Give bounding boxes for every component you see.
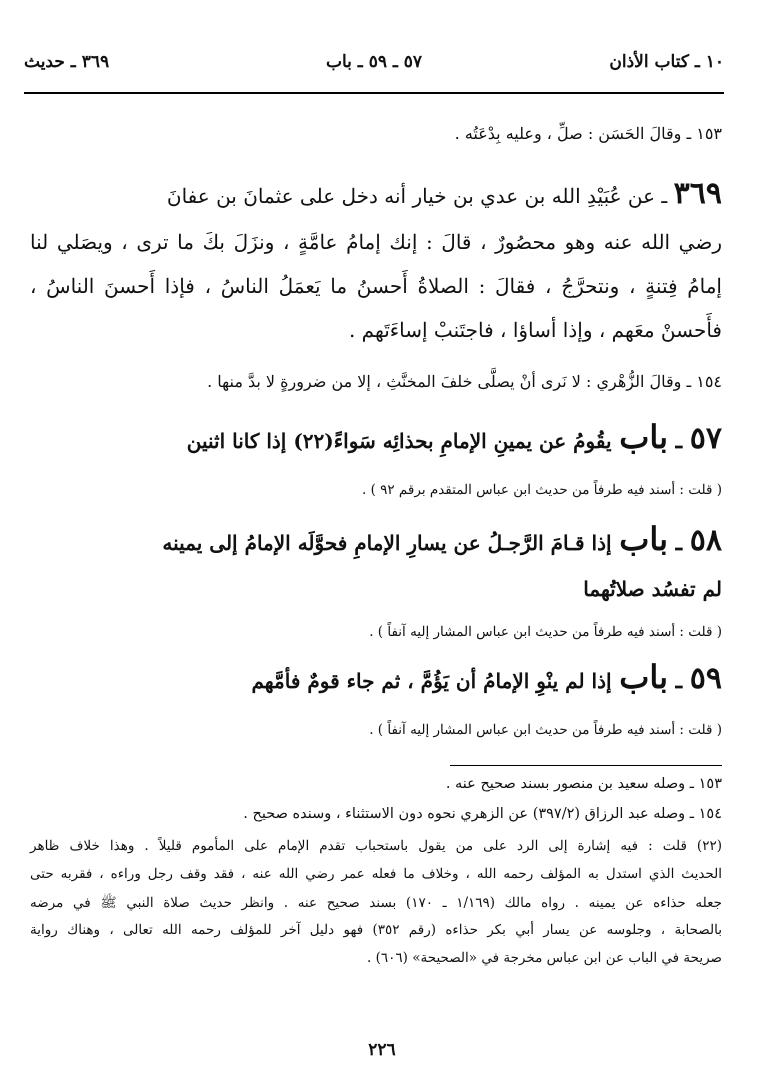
hadith-number: ٣٦٩ — [673, 176, 722, 211]
header-rule — [24, 92, 724, 94]
footnote-22-line-5: صريحة في الباب عن ابن عباس مخرجة في «الصحيحة» (٦٠٦) . — [367, 950, 722, 966]
hadith-369-line-2: رضي الله عنه وهو محصُورٌ ، قالَ : إنك إمامُ عامَّةٍ ، ونزَلَ بكَ ما ترى ، ويصَلي لنا — [30, 230, 722, 254]
footnote-rule — [450, 765, 722, 766]
footnote-22-line-3: جعله حذاءه عن يمينه . رواه مالك (١/١٦٩ ـ ١٧٠) بسند صحيح عنه . وانظر حديث صلاة النبي ﷺ في مرضه — [30, 895, 722, 911]
header-chapter-range: ٥٧ ـ ٥٩ ـ باب — [325, 52, 423, 72]
footnote-153: ١٥٣ ـ وصله سعيد بن منصور بسند صحيح عنه . — [445, 776, 722, 792]
chapter-58-title-cont: لم تفسُد صلاتُهما — [583, 577, 722, 601]
chapter-title: إذا قـامَ الرَّجـلُ عن يسارِ الإمامِ فحوَّلَه الإمامُ إلى يمينه — [162, 531, 612, 555]
chapter-title: إذا لم ينْوِ الإمامُ أن يَؤُمَّ ، ثم جاء قومٌ فأمَّهم — [251, 669, 612, 693]
chapter-number: ٥٨ — [689, 523, 722, 558]
footnote-22-line-2: الحديث الذي استدل به المؤلف رحمه الله ، وخلاف ما فعله عمر رضي الله عنه ، فقد وقف رجل وراءه ، فقربه حتى — [30, 866, 722, 882]
footnote-154: ١٥٤ ـ وصله عبد الرزاق (٣٩٧/٢) عن الزهري نحوه دون الاستثناء ، وسنده صحيح . — [243, 806, 722, 822]
header-hadith-number: ٣٦٩ ـ حديث — [24, 52, 110, 72]
chapter-bab: باب — [619, 418, 668, 456]
chapter-59-heading: ٥٩ ـ باب إذا لم ينْوِ الإمامُ أن يَؤُمَّ ، ثم جاء قومٌ فأمَّهم — [251, 658, 722, 696]
header-book-title: ١٠ ـ كتاب الأذان — [609, 52, 724, 72]
chapter-57-heading: ٥٧ ـ باب يقُومُ عن يمينِ الإمامِ بحذائِه سَواءً(٢٢) إذا كانا اثنين — [186, 418, 722, 456]
chapter-bab: باب — [619, 520, 668, 558]
hadith-369-line-1 — [30, 176, 722, 211]
athar-153: ١٥٣ ـ وقالَ الحَسَن : صلِّ ، وعليه بِدْعَتُه . — [454, 124, 722, 143]
footnote-22-line-1: (٢٢) قلت : فيه إشارة إلى الرد على من يقول باستحباب تقدم الإمام على المأموم قليلاً . وهذا خلاف ظاهر — [30, 838, 722, 854]
chapter-58-note: ( قلت : أسند فيه طرفاً من حديث ابن عباس المشار إليه آنفاً ) . — [369, 624, 722, 640]
chapter-57-note: ( قلت : أسند فيه طرفاً من حديث ابن عباس المتقدم برقم ٩٢ ) . — [361, 482, 722, 498]
running-header — [24, 52, 724, 82]
chapter-title: يقُومُ عن يمينِ الإمامِ بحذائِه سَواءً(٢٢) إذا كانا اثنين — [186, 429, 612, 453]
chapter-59-note: ( قلت : أسند فيه طرفاً من حديث ابن عباس المشار إليه آنفاً ) . — [369, 722, 722, 738]
hadith-369-line-4: فأَحسنْ معَهم ، وإذا أساؤا ، فاجتَنبْ إساءَتَهم . — [348, 318, 722, 342]
chapter-number: ٥٧ — [689, 421, 722, 456]
hadith-text: ـ عن عُبَيْدِ الله بن عدي بن خيار أنه دخل على عثمانَ بن عفانَ — [166, 184, 668, 208]
hadith-369-line-3: إمامُ فِتنةٍ ، ونتحرَّجُ ، فقالَ : الصلاةُ أَحسنُ ما يَعمَلُ الناسُ ، فإذا أَحسنَ الناسُ ، — [30, 274, 722, 298]
footnote-22-line-4: بالصحابة ، وجلوسه عن يسار أبي بكر حذاءه (رقم ٣٥٢) فهو دليل آخر للمؤلف رحمه الله تعالى ، وهناك رواية — [30, 922, 722, 938]
chapter-bab: باب — [619, 658, 668, 696]
chapter-number: ٥٩ — [689, 661, 722, 696]
page-number: ٢٢٦ — [368, 1040, 396, 1060]
athar-154: ١٥٤ ـ وقالَ الزُّهْري : لا نَرى أنْ يصلَّى خلفَ المخنَّثِ ، إلا من ضرورةٍ لا بدَّ منها . — [207, 372, 722, 391]
chapter-58-heading: ٥٨ ـ باب إذا قـامَ الرَّجـلُ عن يسارِ الإمامِ فحوَّلَه الإمامُ إلى يمينه — [162, 520, 722, 558]
